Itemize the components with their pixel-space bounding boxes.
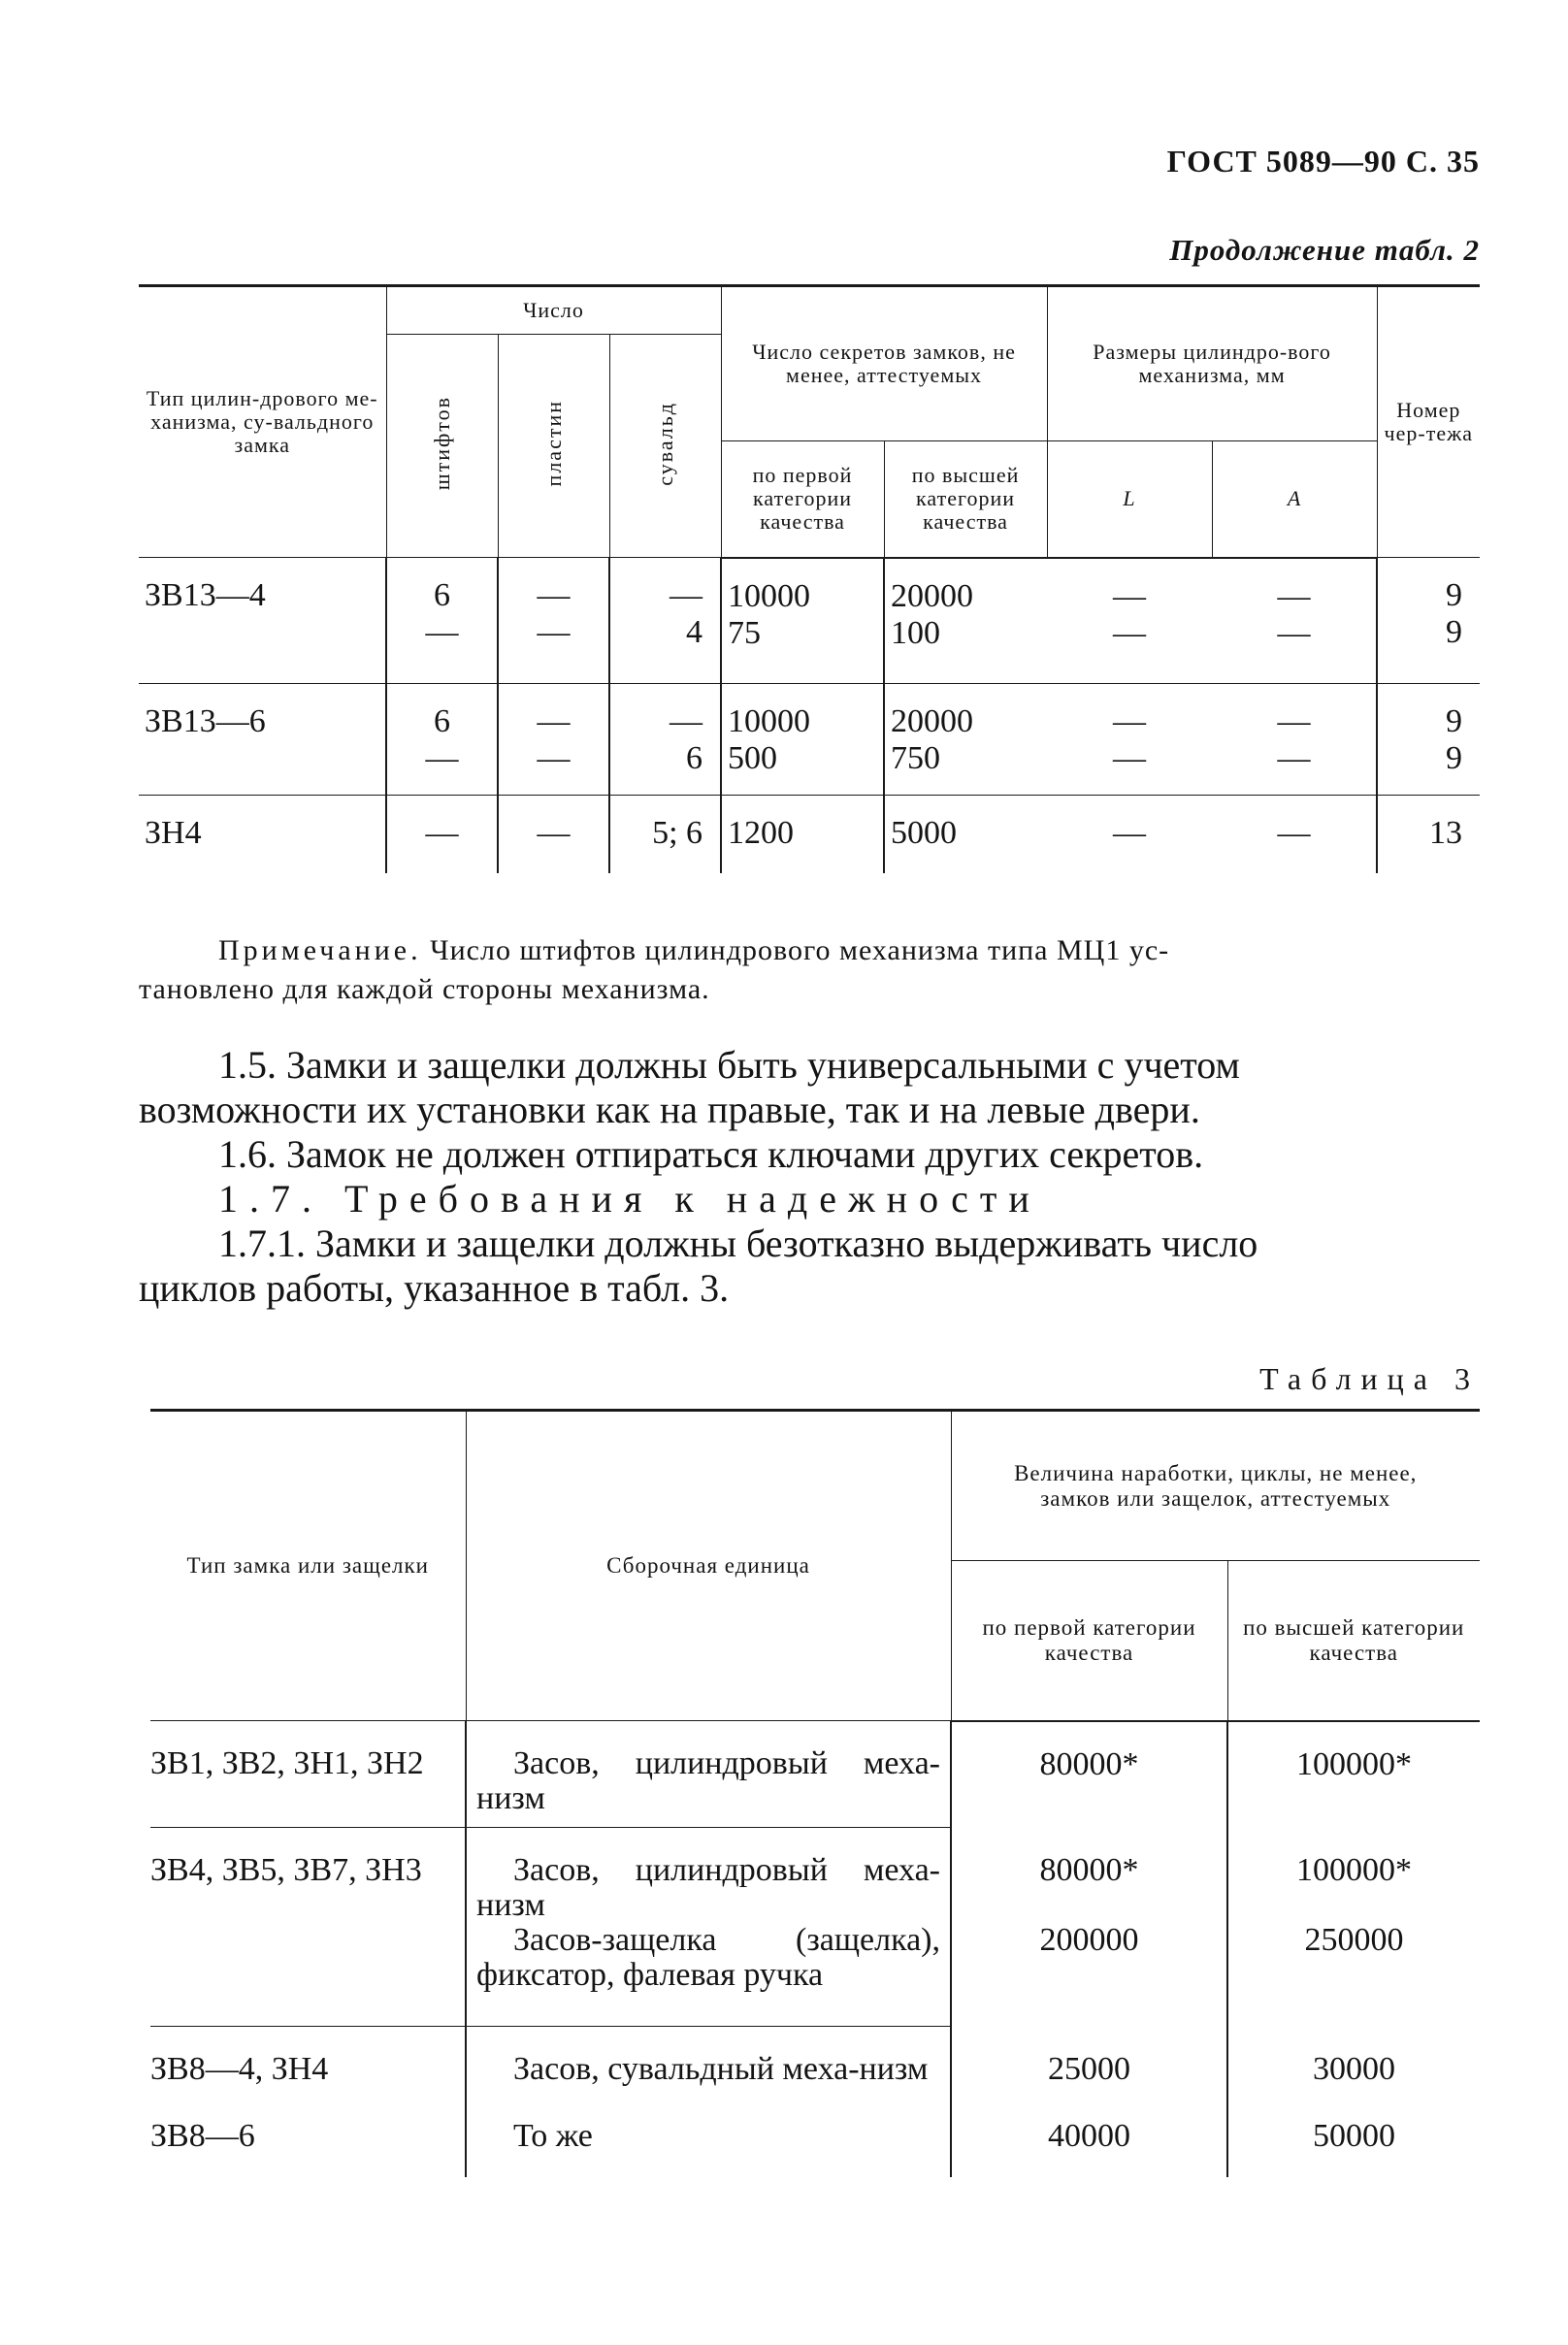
table-row — [150, 2119, 1480, 2177]
cell-L: — — — [1047, 684, 1212, 796]
cell-first: 10000 500 — [721, 684, 884, 796]
paragraph-1-7-1-cont: циклов работы, указанное в табл. 3. — [139, 1266, 730, 1310]
header-group-secrets: Число секретов замков, не менее, аттестуемых — [721, 286, 1047, 441]
cell-plates: — — — [498, 558, 609, 684]
table-continuation-label: Продолжение табл. 2 — [1169, 233, 1480, 267]
cell-assembly-unit: Засов, цилиндровый меха-низм — [466, 1721, 951, 1828]
cell-pins: — — [386, 796, 498, 873]
header-cell-highest-category: по высшей категории качества — [1227, 1561, 1480, 1721]
cell-plates: — — [498, 796, 609, 873]
cell-highest: 50000 — [1227, 2119, 1480, 2177]
header-cell-type: Тип цилин-дрового ме-ханизма, су-вальдного замка — [139, 286, 386, 558]
paragraph-1-6: 1.6. Замок не должен отпираться ключами других секретов. — [218, 1132, 1204, 1176]
cell-assembly-unit: Засов, цилиндровый меха-низм Засов-защелка (защелка), фиксатор, фалевая ручка — [466, 1828, 951, 2027]
cell-first: 40000 — [951, 2119, 1227, 2177]
cell-levers: 5; 6 — [609, 796, 721, 873]
header-cell-plates: пластин — [498, 335, 609, 558]
cell-highest: 100000* — [1227, 1721, 1480, 1828]
table-note: Примечание. Число штифтов цилиндрового механизма типа МЦ1 ус- — [218, 934, 1170, 966]
header-cell-first-category: по первой категории качества — [721, 441, 884, 558]
cell-highest: 100000* 250000 — [1227, 1828, 1480, 2027]
cell-highest: 30000 — [1227, 2027, 1480, 2119]
table-row — [139, 558, 1480, 684]
table-row — [139, 796, 1480, 873]
cell-first: 80000* 200000 — [951, 1828, 1227, 2027]
cell-A: — — — [1212, 558, 1377, 684]
table-2 — [139, 284, 1480, 873]
cell-drawing: 9 9 — [1377, 558, 1480, 684]
paragraph-1-5-cont: возможности их установки как на правые, так и на левые двери. — [139, 1088, 1200, 1131]
cell-assembly-unit: Засов, сувальдный меха-низм — [466, 2027, 951, 2119]
header-group-life: Величина наработки, циклы, не менее, замков или защелок, аттестуемых — [951, 1411, 1480, 1561]
cell-A: — — [1277, 815, 1311, 851]
header-cell-assembly-unit: Сборочная единица — [466, 1411, 951, 1721]
cell-type: ЗН4 — [145, 815, 202, 851]
table-row — [150, 2027, 1480, 2119]
cell-highest: 20000 750 — [884, 684, 1047, 796]
cell-first: 1200 — [721, 796, 884, 873]
cell-drawing: 9 9 — [1377, 684, 1480, 796]
paragraph-1-5: 1.5. Замки и защелки должны быть универсальными с учетом — [218, 1043, 1240, 1087]
cell-first: 10000 75 — [721, 558, 884, 684]
cell-first: 25000 — [951, 2027, 1227, 2119]
header-group-sizes: Размеры цилиндро-вого механизма, мм — [1047, 286, 1377, 441]
cell-pins: 6 — — [386, 558, 498, 684]
cell-highest: 5000 — [884, 796, 1047, 873]
header-cell-L: L — [1047, 441, 1212, 558]
table-note-continuation: тановлено для каждой стороны механизма. — [139, 973, 710, 1005]
cell-pins: 6 — — [386, 684, 498, 796]
header-group-count: Число — [386, 286, 721, 335]
header-cell-levers: сувальд — [609, 335, 721, 558]
cell-lock-type: ЗВ4, ЗВ5, ЗВ7, ЗН3 — [150, 1828, 466, 2027]
header-cell-lock-type: Тип замка или защелки — [150, 1411, 466, 1721]
cell-levers: — 6 — [609, 684, 721, 796]
table-row — [139, 684, 1480, 796]
cell-first: 80000* — [951, 1721, 1227, 1828]
cell-highest: 20000 100 — [884, 558, 1047, 684]
header-cell-drawing: Номер чер-тежа — [1377, 286, 1480, 558]
header-cell-highest-category: по высшей категории качества — [884, 441, 1047, 558]
cell-drawing: 13 — [1377, 796, 1480, 873]
cell-lock-type: ЗВ8—6 — [150, 2117, 255, 2154]
paragraph-1-7-heading: 1.7. Требования к надежности — [218, 1177, 1041, 1221]
cell-A: — — — [1212, 684, 1377, 796]
cell-lock-type: ЗВ1, ЗВ2, ЗН1, ЗН2 — [150, 1721, 466, 1828]
paragraph-1-7-1: 1.7.1. Замки и защелки должны безотказно выдерживать число — [218, 1221, 1258, 1265]
cell-levers: — 4 — [609, 558, 721, 684]
header-cell-first-category: по первой категории качества — [951, 1561, 1227, 1721]
page-header: ГОСТ 5089—90 С. 35 — [1166, 144, 1480, 179]
cell-plates: — — — [498, 684, 609, 796]
header-cell-A: A — [1212, 441, 1377, 558]
cell-type: ЗВ13—4 — [139, 558, 386, 684]
table-3 — [150, 1409, 1480, 2177]
cell-type: ЗВ13—6 — [139, 684, 386, 796]
table-row — [150, 1828, 1480, 2027]
cell-L: — — — [1047, 558, 1212, 684]
table-3-caption: Таблица 3 — [1259, 1361, 1480, 1396]
header-cell-pins: штифтов — [386, 335, 498, 558]
cell-assembly-unit: То же — [466, 2119, 951, 2177]
cell-L: — — [1113, 815, 1147, 851]
table-row — [150, 1721, 1480, 1828]
cell-lock-type: ЗВ8—4, ЗН4 — [150, 2051, 329, 2087]
